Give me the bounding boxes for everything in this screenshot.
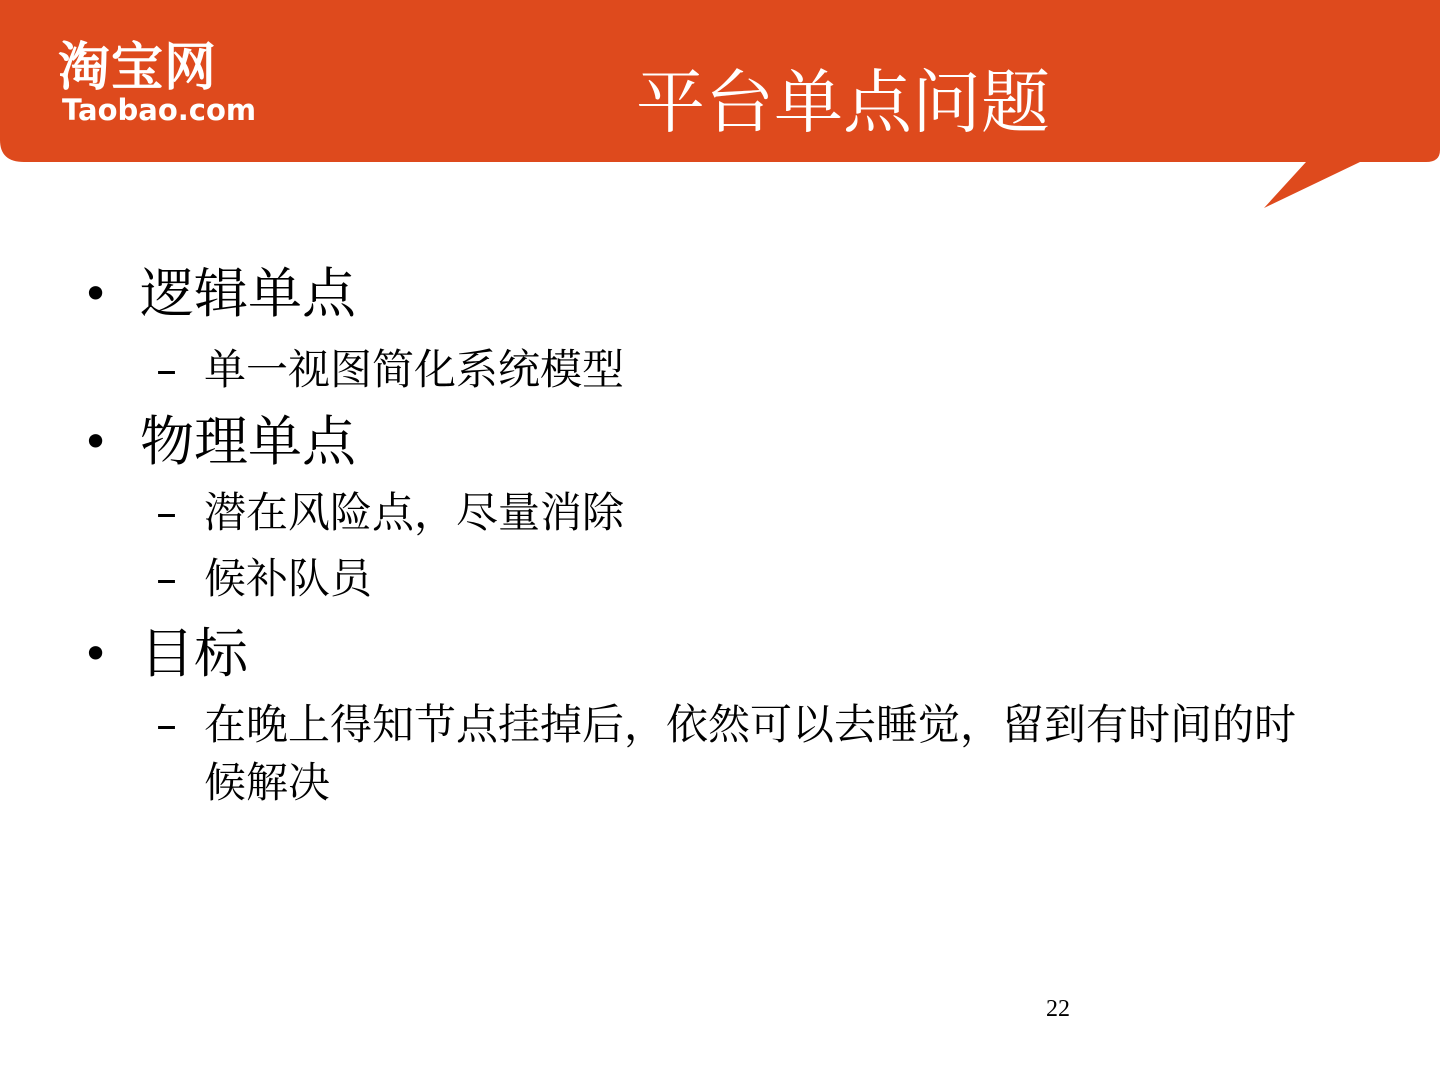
sub-item (156, 696, 1324, 812)
bullet-item (82, 262, 356, 326)
sub-item (156, 341, 1324, 399)
dash-marker: – (156, 700, 177, 749)
page-number: 22 (1046, 996, 1070, 1022)
sub-item-text: 在晚上得知节点挂掉后，依然可以去睡觉，留到有时间的时候解决 (204, 700, 1297, 807)
sub-item (156, 550, 1324, 608)
sub-item-text: 候补队员 (204, 554, 373, 603)
bullet-text: 逻辑单点 (140, 262, 356, 325)
dash-marker: – (156, 488, 177, 537)
bullet-text: 目标 (140, 622, 248, 685)
bullet-item (82, 410, 356, 474)
sub-item (156, 484, 1324, 542)
dash-marker: – (156, 345, 177, 394)
bullet-marker: • (82, 627, 110, 681)
slide-title: 平台单点问题 (636, 63, 1050, 143)
sub-item-text: 单一视图简化系统模型 (204, 345, 625, 394)
dash-marker: – (156, 554, 177, 603)
bullet-marker: • (82, 415, 110, 469)
taobao-logo-chinese: 淘宝网 (58, 38, 218, 98)
sub-item-text: 潜在风险点，尽量消除 (204, 488, 625, 537)
bullet-item (82, 622, 248, 686)
bullet-text: 物理单点 (140, 410, 356, 473)
bullet-marker: • (82, 267, 110, 321)
taobao-logo-english: Taobao.com (62, 93, 257, 127)
